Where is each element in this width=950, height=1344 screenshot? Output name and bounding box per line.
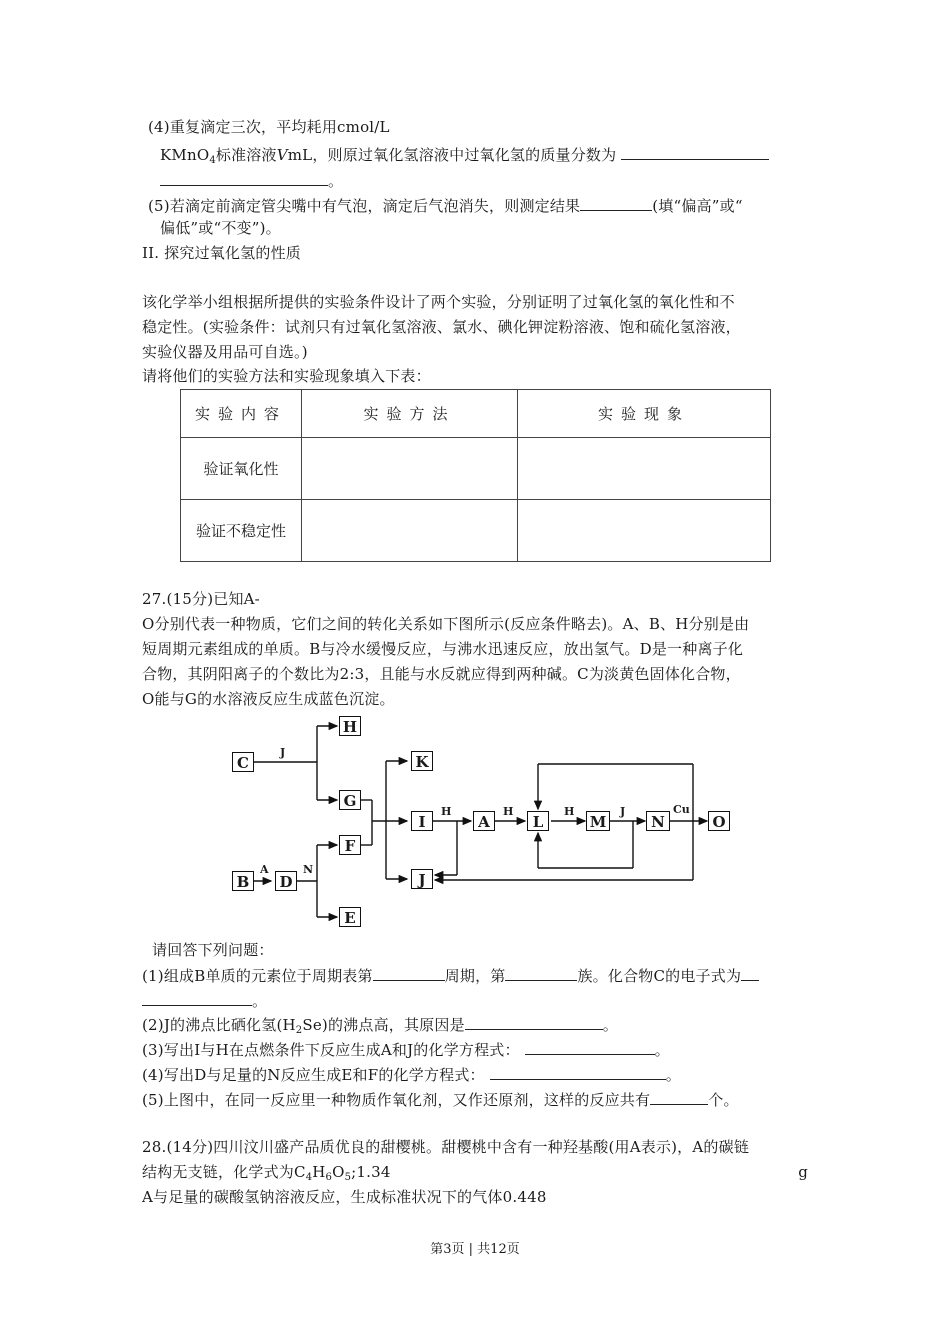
sub3-end: 。 (654, 1041, 670, 1059)
q27-sub4 (142, 1064, 681, 1085)
node-g: G (339, 790, 361, 810)
q5-line1 (148, 195, 743, 216)
edge-label-c: J (280, 746, 286, 759)
sub1-text-c: 族。化合物C的电子式为 (577, 967, 742, 985)
q28-mass: ;1.34 (351, 1163, 391, 1181)
q28-formula-c: 结构无支链，化学式为C (142, 1163, 306, 1181)
q28-line1: 28.(14分)四川汶川盛产品质优良的甜樱桃。甜樱桃中含有一种羟基酸(用A表示)，A的碳链 (142, 1138, 750, 1156)
q27-sub1 (142, 965, 759, 986)
q27-sub2 (142, 1014, 618, 1035)
edge-label-m: J (620, 805, 626, 818)
q27-line4: 合物，其阴阳离子的个数比为2:3，且能与水反就应得到两种碱。C为淡黄色固体化合物， (142, 665, 741, 683)
table-row (181, 438, 771, 500)
q28-sub-h: 6 (325, 1172, 333, 1183)
q27-sub1-cont (142, 990, 267, 1011)
sub1-text-a: (1)组成B单质的元素位于周期表第 (142, 967, 373, 985)
sub1-end: 。 (252, 992, 268, 1010)
q28-sub-o: 5 (344, 1172, 352, 1183)
q5-line2: 偏低”或“不变”)。 (160, 219, 281, 237)
q4-var-v: V (276, 146, 288, 164)
row-phenomenon-cell[interactable] (518, 500, 771, 562)
node-j: J (411, 869, 433, 889)
sub1-text-b: 周期，第 (444, 967, 506, 985)
sub5-text-b: 个。 (708, 1091, 739, 1109)
q4-text: 标准溶液 (215, 146, 277, 164)
node-h: H (339, 716, 361, 736)
q5-options: (填“偏高”或“ (652, 197, 743, 215)
node-c: C (232, 752, 254, 772)
q4-line2 (160, 144, 769, 165)
q27-line1: 27.(15分)已知A- (142, 590, 260, 608)
q5-answer-blank[interactable] (580, 195, 652, 211)
q4-end: 。 (328, 172, 344, 190)
sub2-end: 。 (602, 1016, 618, 1034)
node-a: A (473, 811, 495, 831)
row-method-cell[interactable] (302, 438, 518, 500)
page-footer: 第3页 | 共12页 (430, 1242, 520, 1257)
row-content: 验证氧化性 (181, 438, 302, 500)
q4-line3 (160, 170, 343, 191)
q28-sub-c: 4 (305, 1172, 313, 1183)
edge-label-i: H (441, 805, 452, 818)
node-m: M (586, 811, 610, 831)
row-content: 验证不稳定性 (181, 500, 302, 562)
node-o: O (708, 811, 730, 831)
sub3-equation-blank[interactable] (525, 1039, 655, 1055)
sub5-text-a: (5)上图中，在同一反应里一种物质作氧化剂，又作还原剂，这样的反应共有 (142, 1091, 651, 1109)
table-row (181, 500, 771, 562)
q27-prompt: 请回答下列问题： (152, 941, 274, 959)
edge-label-d: N (303, 863, 314, 876)
edge-label-b: A (260, 863, 269, 876)
sub4-equation-blank[interactable] (490, 1064, 666, 1080)
node-l: L (527, 811, 549, 831)
sub1-group-blank[interactable] (505, 965, 577, 981)
node-i: I (411, 811, 433, 831)
q4-answer-blank-2[interactable] (160, 170, 328, 186)
q27-line5: O能与G的水溶液反应生成蓝色沉淀。 (142, 690, 395, 708)
sub2-reason-blank[interactable] (465, 1014, 603, 1030)
header-content: 实验内容 (181, 390, 302, 438)
edge-label-l: H (564, 805, 575, 818)
row-phenomenon-cell[interactable] (518, 438, 771, 500)
node-f: F (339, 835, 361, 855)
sub2-text-b: Se)的沸点高，其原因是 (302, 1016, 465, 1034)
sub2-subscript: 2 (295, 1025, 303, 1036)
q4-line1: (4)重复滴定三次，平均耗用cmol/L (148, 118, 390, 136)
q28-unit: g (798, 1163, 808, 1181)
sub1-formula-blank-2[interactable] (142, 990, 252, 1006)
header-phenomenon: 实验现象 (518, 390, 771, 438)
edge-label-a: H (503, 805, 514, 818)
header-method: 实验方法 (302, 390, 518, 438)
node-n: N (646, 811, 670, 831)
q4-kmno: KMnO (160, 146, 210, 164)
q4-suffix: mL，则原过氧化氢溶液中过氧化氢的质量分数为 (287, 146, 617, 164)
intro-line3: 实验仪器及用品可自选。) (142, 343, 308, 361)
experiment-table (180, 389, 771, 562)
table-header-row (181, 390, 771, 438)
section-ii-heading: II. 探究过氧化氢的性质 (142, 244, 301, 262)
q27-sub5 (142, 1089, 739, 1110)
node-k: K (411, 751, 433, 771)
q28-line3: A与足量的碳酸氢钠溶液反应，生成标准状况下的气体0.448 (142, 1188, 547, 1206)
q27-sub3 (142, 1039, 670, 1060)
node-b: B (232, 871, 254, 891)
intro-line1: 该化学举小组根据所提供的实验条件设计了两个实验，分别证明了过氧化氢的氧化性和不 (142, 293, 735, 311)
reaction-flow-diagram (220, 708, 740, 933)
edge-label-n: Cu (673, 803, 690, 816)
sub4-text: (4)写出D与足量的N反应生成E和F的化学方程式： (142, 1066, 485, 1084)
sub4-end: 。 (665, 1066, 681, 1084)
sub5-count-blank[interactable] (650, 1089, 708, 1105)
intro-line2: 稳定性。(实验条件：试剂只有过氧化氢溶液、氯水、碘化钾淀粉溶液、饱和硫化氢溶液， (142, 318, 741, 336)
sub1-period-blank[interactable] (373, 965, 445, 981)
node-e: E (339, 907, 361, 927)
intro-line4: 请将他们的实验方法和实验现象填入下表： (142, 367, 431, 385)
sub2-text-a: (2)J的沸点比硒化氢(H (142, 1016, 296, 1034)
sub3-text: (3)写出I与H在点燃条件下反应生成A和J的化学方程式： (142, 1041, 520, 1059)
row-method-cell[interactable] (302, 500, 518, 562)
q27-line3: 短周期元素组成的单质。B与冷水缓慢反应，与沸水迅速反应，放出氢气。D是一种离子化 (142, 640, 744, 658)
node-d: D (275, 871, 297, 891)
q28-formula-h: H (312, 1163, 326, 1181)
q28-formula-o: O (332, 1163, 345, 1181)
q5-text: (5)若滴定前滴定管尖嘴中有气泡，滴定后气泡消失，则测定结果 (148, 197, 581, 215)
q27-line2: O分别代表一种物质，它们之间的转化关系如下图所示(反应条件略去)。A、B、H分别是由 (142, 615, 750, 633)
q4-answer-blank-1[interactable] (621, 144, 769, 160)
q4-sub4: 4 (209, 155, 216, 166)
q28-line2 (142, 1162, 808, 1182)
sub1-formula-blank-1[interactable] (741, 965, 759, 981)
